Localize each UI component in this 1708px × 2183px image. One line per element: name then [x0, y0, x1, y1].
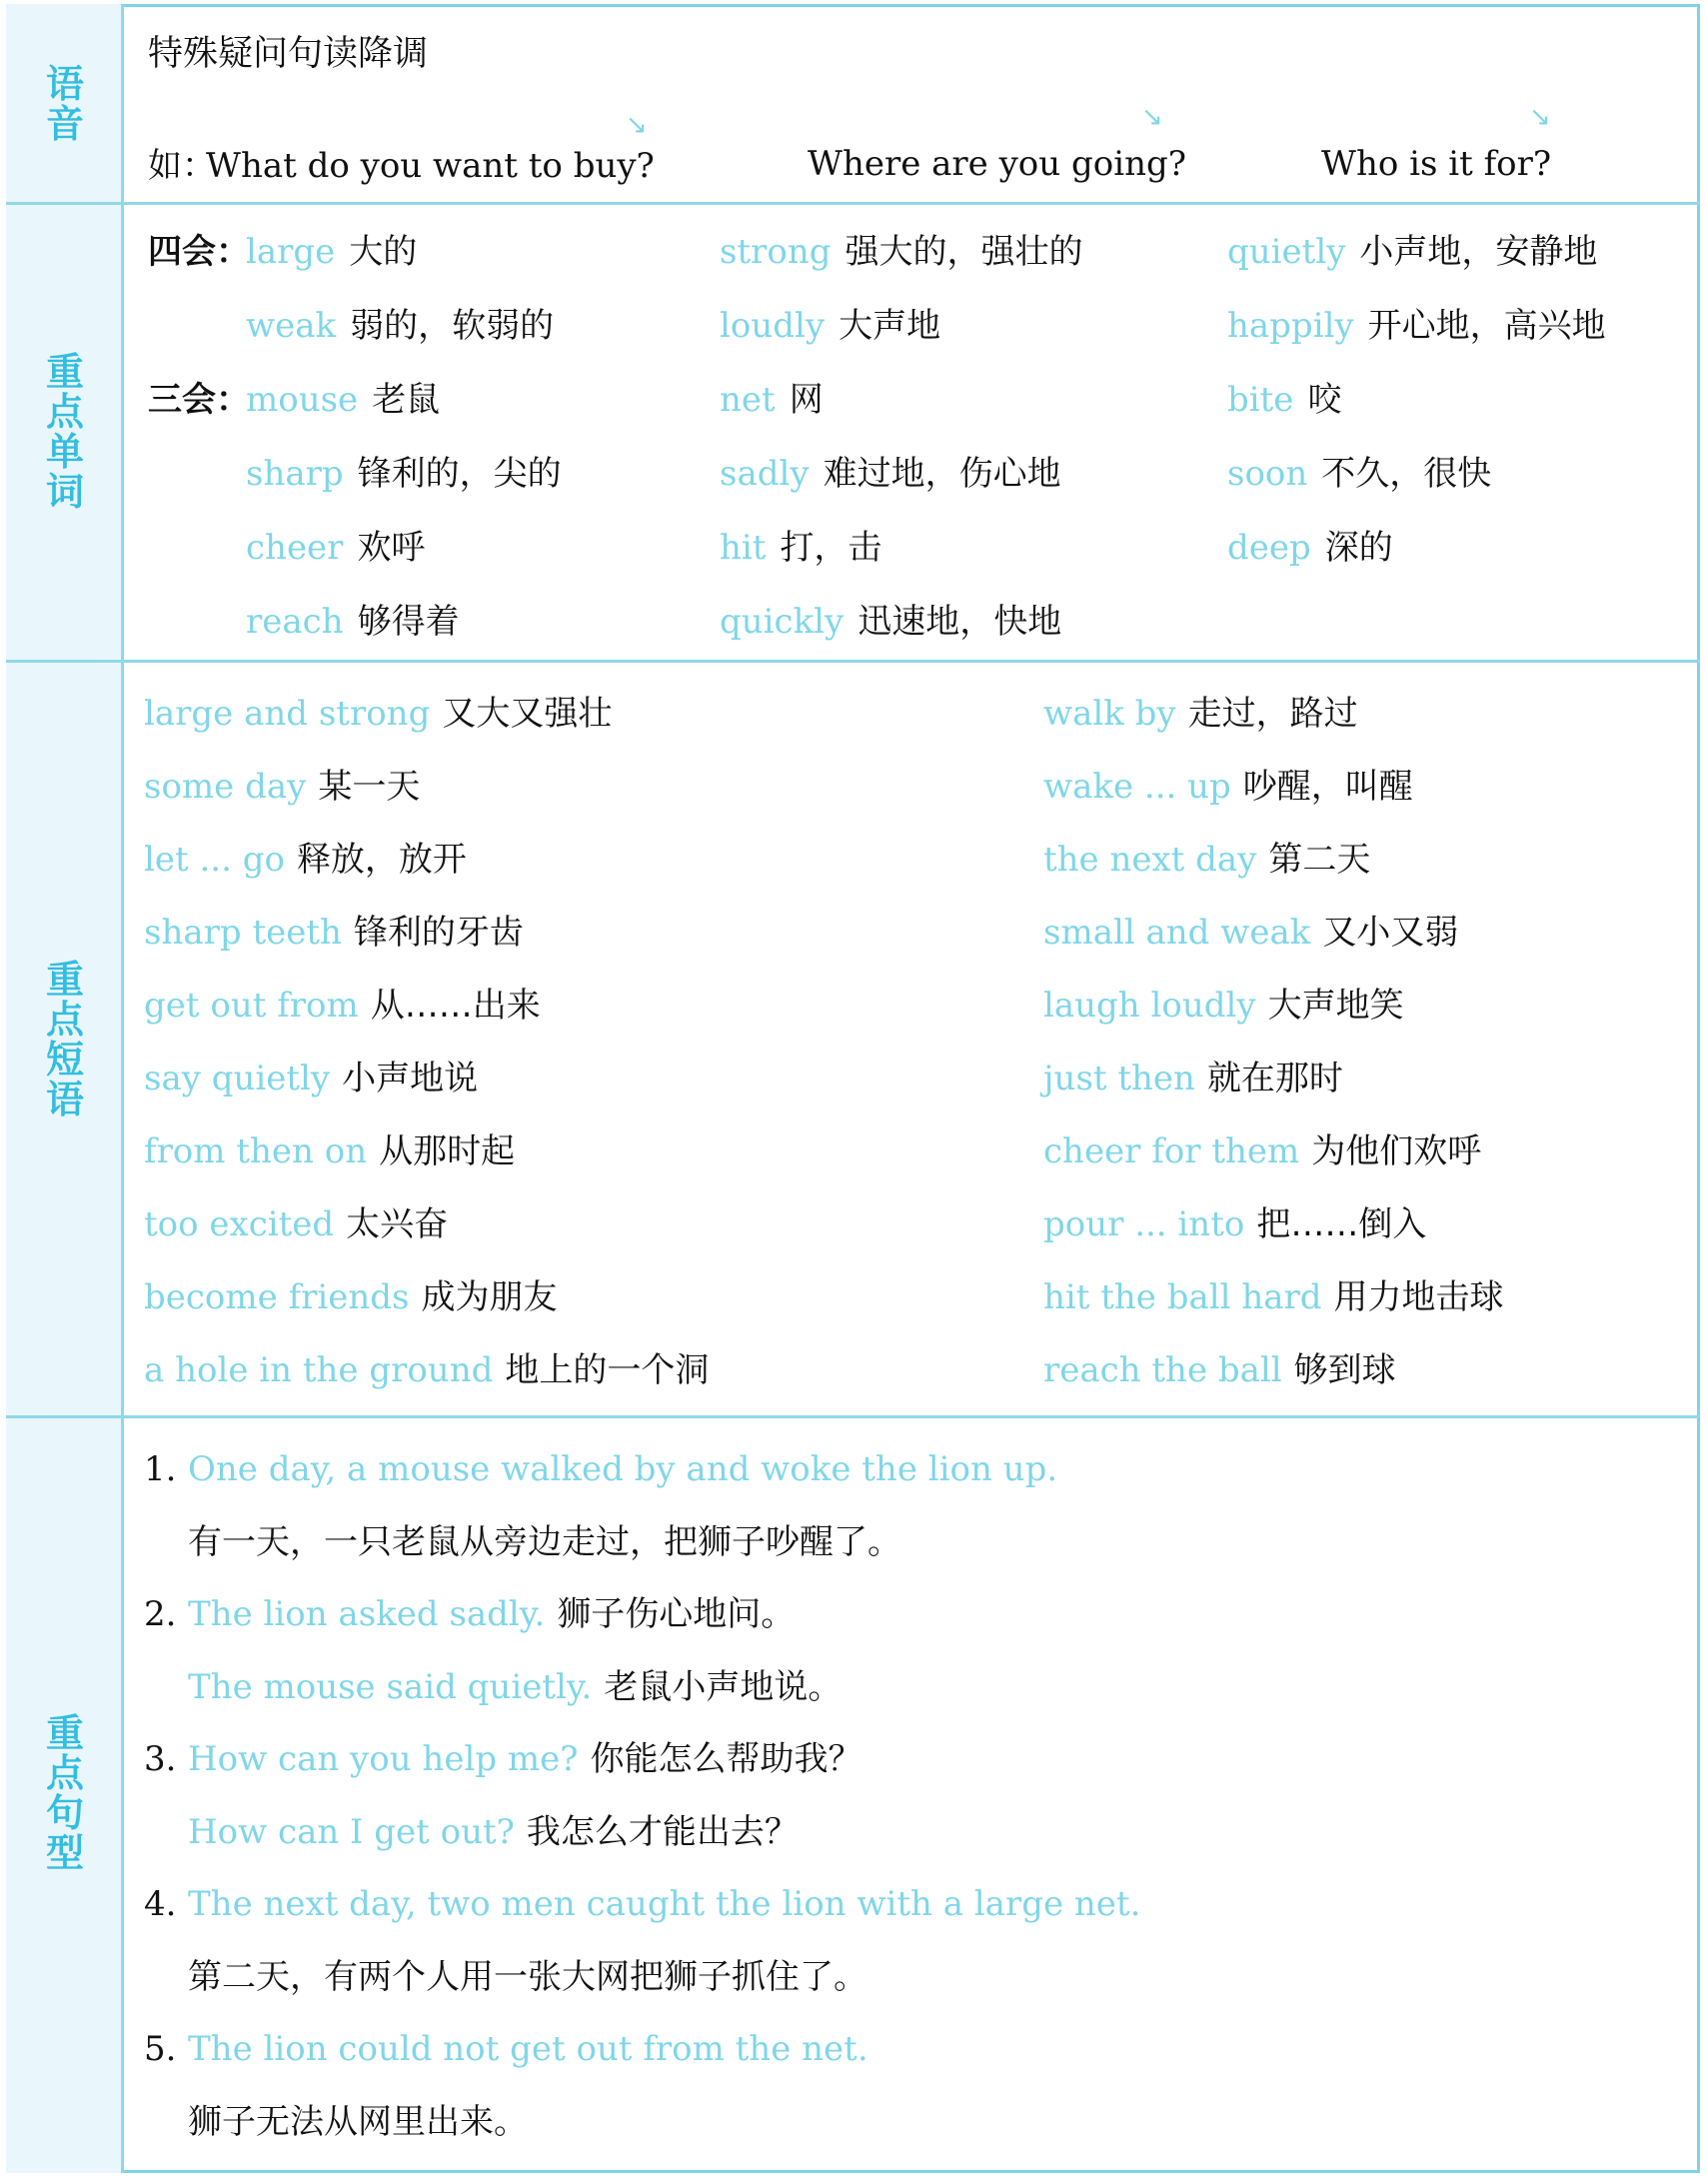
vocab-entry: [144, 838, 467, 882]
english-term: just then: [1043, 1059, 1195, 1098]
english-term: soon: [1227, 454, 1308, 494]
section-title-phonetics: 语 音: [45, 62, 84, 146]
english-term: One day, a mouse walked by and woke the lion up.: [188, 1449, 1058, 1489]
divider-line: [6, 1415, 1700, 1418]
chinese-meaning: 深的: [1324, 528, 1393, 568]
chinese-meaning: 小声地，安静地: [1359, 232, 1598, 272]
chinese-meaning: 第二天: [1268, 840, 1371, 880]
sentence-number: 3.: [144, 1739, 177, 1779]
sentence-line: [188, 1955, 867, 1999]
chinese-meaning: 吵醒，叫醒: [1242, 767, 1413, 807]
english-term: pour ... into: [1043, 1204, 1245, 1244]
english-term: How can I get out?: [188, 1811, 515, 1852]
chinese-meaning: 不久，很快: [1321, 454, 1492, 494]
vocab-entry: [144, 692, 612, 736]
vocab-entry: [1043, 1129, 1481, 1173]
english-term: happily: [1227, 306, 1354, 346]
english-term: sadly: [720, 454, 810, 494]
english-term: from then on: [144, 1131, 368, 1171]
english-term: quickly: [720, 602, 845, 642]
chinese-meaning: 你能怎么帮助我？: [590, 1739, 862, 1779]
chinese-meaning: 锋利的牙齿: [353, 913, 524, 953]
example-sentence: Where are you going?: [808, 144, 1186, 184]
vocab-entry: [720, 378, 824, 422]
falling-tone-mark: ↘: [626, 110, 648, 140]
chinese-meaning: 又小又弱: [1322, 913, 1459, 953]
chinese-meaning: 难过地，伤心地: [823, 454, 1061, 494]
vocab-entry: [720, 526, 881, 570]
english-term: sharp: [246, 454, 344, 494]
chinese-meaning: 从……出来: [370, 986, 541, 1026]
section-title-words: 重 点 单 词: [45, 350, 84, 514]
vocab-entry: [144, 911, 524, 955]
vocab-entry: [1227, 452, 1491, 496]
example-sentence: What do you want to buy?: [206, 146, 655, 186]
vocab-entry: [1043, 1275, 1504, 1319]
vocab-entry: [246, 526, 425, 570]
english-term: small and weak: [1043, 913, 1311, 953]
falling-tone-mark: ↘: [1529, 102, 1551, 132]
chinese-meaning: 够得着: [357, 602, 460, 642]
english-term: large: [246, 232, 336, 272]
chinese-meaning: 从那时起: [379, 1131, 516, 1171]
english-term: How can you help me?: [188, 1739, 579, 1779]
sentence-number: 1.: [144, 1449, 177, 1489]
chinese-meaning: 狮子无法从网里出来。: [188, 2101, 528, 2142]
english-term: let ... go: [144, 840, 285, 880]
vocab-entry: [1043, 1057, 1343, 1100]
chinese-meaning: 释放，放开: [296, 840, 467, 880]
sentence-line: [188, 1737, 862, 1781]
three-skills-label: 三会：: [148, 380, 250, 420]
english-term: The mouse said quietly.: [188, 1666, 593, 1707]
vocab-entry: [720, 230, 1083, 274]
chinese-meaning: 成为朋友: [421, 1277, 558, 1317]
chinese-meaning: 大声地: [839, 306, 941, 346]
english-term: loudly: [720, 306, 826, 346]
sentence-line: [188, 2100, 528, 2144]
vocab-entry: [1227, 378, 1341, 422]
vocab-entry: [1043, 692, 1358, 736]
vocab-entry: [144, 1275, 558, 1319]
english-term: reach the ball: [1043, 1350, 1282, 1390]
english-term: deep: [1227, 528, 1311, 568]
chinese-meaning: 大声地笑: [1267, 986, 1404, 1026]
english-term: say quietly: [144, 1059, 331, 1098]
english-term: The lion asked sadly.: [188, 1594, 546, 1634]
sentence-line: [188, 1447, 1057, 1491]
vocab-entry: [144, 984, 541, 1028]
vocab-entry: [1043, 765, 1413, 809]
vocab-entry: [144, 1202, 448, 1246]
sentence-line: [188, 1882, 1140, 1926]
section-title-phrases: 重 点 短 语: [45, 958, 84, 1121]
section-label-phonetics: [6, 64, 124, 144]
vocab-entry: [246, 452, 562, 496]
chinese-meaning: 迅速地，快地: [857, 602, 1062, 642]
sentence-line: [188, 1592, 795, 1636]
vocab-entry: [144, 1129, 515, 1173]
english-term: The next day, two men caught the lion with a large net.: [188, 1884, 1141, 1924]
english-term: too excited: [144, 1204, 335, 1244]
chinese-meaning: 开心地，高兴地: [1367, 306, 1606, 346]
vocab-entry: [1043, 838, 1370, 882]
chinese-meaning: 强大的，强壮的: [845, 232, 1083, 272]
chinese-meaning: 够到球: [1293, 1350, 1396, 1390]
section-sidebar-sentences: [6, 1417, 124, 2173]
vocab-entry: [1227, 230, 1597, 274]
section-label-words: [6, 352, 124, 512]
chinese-meaning: 走过，路过: [1187, 694, 1358, 734]
vocab-entry: [246, 230, 417, 274]
vocab-entry: [144, 1057, 478, 1100]
chinese-meaning: 咬: [1307, 380, 1342, 420]
english-term: quietly: [1227, 232, 1346, 272]
english-term: get out from: [144, 986, 359, 1026]
chinese-meaning: 用力地击球: [1333, 1277, 1504, 1317]
english-term: large and strong: [144, 694, 431, 734]
english-term: hit the ball hard: [1043, 1277, 1322, 1317]
chinese-meaning: 就在那时: [1206, 1059, 1343, 1098]
vocab-entry: [144, 765, 420, 809]
chinese-meaning: 打，击: [780, 528, 882, 568]
chinese-meaning: 小声地说: [342, 1059, 479, 1098]
english-term: a hole in the ground: [144, 1350, 494, 1390]
chinese-meaning: 把……倒入: [1256, 1204, 1427, 1244]
section-label-phrases: [6, 960, 124, 1119]
english-term: bite: [1227, 380, 1294, 420]
english-term: laugh loudly: [1043, 986, 1256, 1026]
chinese-meaning: 第二天，有两个人用一张大网把狮子抓住了。: [188, 1956, 867, 1997]
english-term: net: [720, 380, 776, 420]
chinese-meaning: 某一天: [318, 767, 421, 807]
vocab-entry: [246, 304, 554, 348]
english-term: cheer for them: [1043, 1131, 1300, 1171]
sentence-line: [188, 1520, 901, 1564]
section-sidebar-phrases: [6, 662, 124, 1417]
vocab-entry: [1043, 984, 1404, 1028]
vocab-entry: [1227, 526, 1393, 570]
section-sidebar-words: [6, 204, 124, 662]
english-term: walk by: [1043, 694, 1176, 734]
chinese-meaning: 又大又强壮: [442, 694, 613, 734]
sentence-line: [188, 1810, 799, 1854]
english-term: The lion could not get out from the net.: [188, 2029, 868, 2069]
chinese-meaning: 老鼠: [372, 380, 441, 420]
section-sidebar-phonetics: [6, 4, 124, 204]
english-term: become friends: [144, 1277, 410, 1317]
vocab-entry: [720, 304, 940, 348]
sentence-number: 2.: [144, 1594, 177, 1634]
divider-line: [6, 660, 1700, 663]
chinese-meaning: 地上的一个洞: [505, 1350, 710, 1390]
chinese-meaning: 我怎么才能出去？: [526, 1811, 799, 1852]
vocab-entry: [720, 600, 1061, 644]
english-term: the next day: [1043, 840, 1257, 880]
vocab-entry: [1043, 911, 1458, 955]
vocab-entry: [720, 452, 1061, 496]
vocab-entry: [144, 1348, 709, 1392]
english-term: weak: [246, 306, 337, 346]
vocab-entry: [1227, 304, 1606, 348]
vocab-entry: [1043, 1348, 1396, 1392]
chinese-meaning: 狮子伤心地问。: [557, 1594, 796, 1634]
chinese-meaning: 为他们欢呼: [1311, 1131, 1482, 1171]
falling-tone-mark: ↘: [1141, 102, 1163, 132]
sentence-line: [188, 2027, 868, 2071]
english-term: strong: [720, 232, 832, 272]
english-term: hit: [720, 528, 767, 568]
sentence-line: [188, 1665, 842, 1709]
english-term: some day: [144, 767, 307, 807]
section-title-sentences: 重 点 句 型: [45, 1711, 84, 1875]
chinese-meaning: 有一天，一只老鼠从旁边走过，把狮子吵醒了。: [188, 1521, 901, 1562]
divider-line: [6, 202, 1700, 205]
english-term: sharp teeth: [144, 913, 342, 953]
english-term: wake ... up: [1043, 767, 1231, 807]
chinese-meaning: 大的: [349, 232, 418, 272]
english-term: reach: [246, 602, 344, 642]
four-skills-label: 四会：: [148, 232, 250, 272]
chinese-meaning: 锋利的，尖的: [357, 454, 562, 494]
sentence-number: 5.: [144, 2029, 177, 2069]
chinese-meaning: 欢呼: [357, 528, 426, 568]
section-label-sentences: [6, 1713, 124, 1873]
vocab-entry: [246, 378, 440, 422]
example-prefix: 如：: [148, 146, 216, 186]
sentence-number: 4.: [144, 1884, 177, 1924]
chinese-meaning: 网: [789, 380, 824, 420]
english-term: mouse: [246, 380, 359, 420]
vocab-entry: [246, 600, 460, 644]
chinese-meaning: 弱的，软弱的: [350, 306, 555, 346]
phonetics-title: 特殊疑问句读降调: [148, 34, 429, 74]
vocab-entry: [1043, 1202, 1426, 1246]
chinese-meaning: 太兴奋: [346, 1204, 449, 1244]
english-term: cheer: [246, 528, 344, 568]
chinese-meaning: 老鼠小声地说。: [604, 1666, 843, 1707]
example-sentence: Who is it for?: [1321, 144, 1552, 184]
